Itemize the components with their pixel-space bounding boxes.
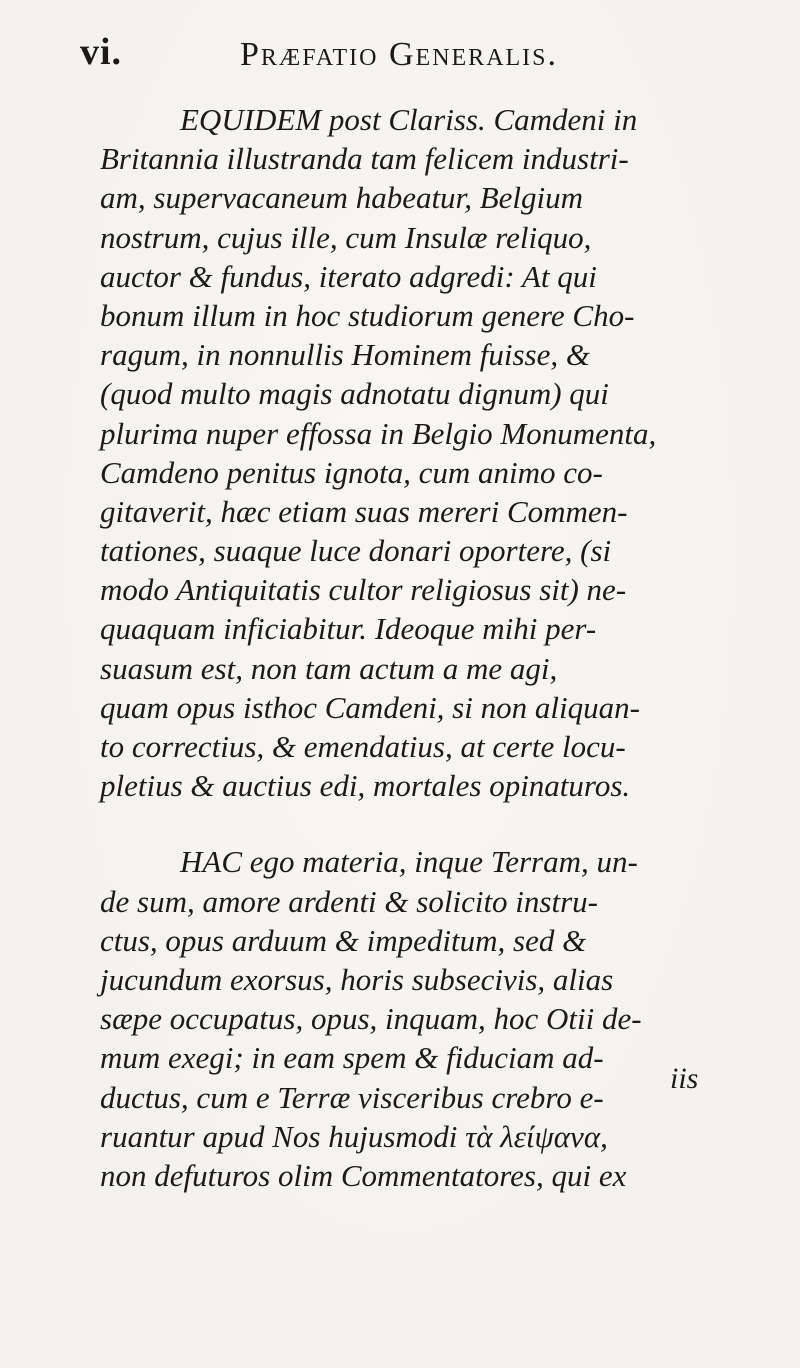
paragraph-1 [100, 100, 720, 805]
text-line: Britannia illustranda tam felicem industri- [100, 141, 629, 177]
text-line: to correctius, & emendatius, at certe locu- [100, 729, 626, 764]
text-line: bonum illum in hoc studiorum genere Cho- [100, 297, 635, 333]
catchword: iis [670, 1062, 699, 1095]
text-line: tationes, suaque luce donari oportere, (si [100, 533, 612, 569]
paragraph-2 [100, 842, 720, 1195]
text-line: non defuturos olim Commentatores, qui ex [100, 1157, 627, 1193]
folio-number: vi. [80, 31, 123, 73]
text-line: auctor & fundus, iterato adgredi: At qui [100, 258, 597, 294]
text-line: jucundum exorsus, horis subsecivis, alias [100, 961, 614, 997]
text-line: sæpe occupatus, opus, inquam, hoc Otii de- [100, 1001, 642, 1037]
text-line: quaquam inficiabitur. Ideoque mihi per- [100, 611, 597, 647]
text-line: (quod multo magis adnotatu dignum) qui [100, 376, 609, 412]
paragraph-gap [100, 805, 720, 842]
text-line: ctus, opus arduum & impeditum, sed & [100, 922, 587, 958]
text-line: de sum, amore ardenti & solicito instru- [100, 883, 598, 919]
text-line: Camdeno penitus ignota, cum animo co- [100, 454, 603, 490]
text-line: plurima nuper effossa in Belgio Monumenta, [100, 415, 657, 451]
text-line: suasum est, non tam actum a me agi, [100, 650, 558, 686]
text-line: ruantur apud Nos hujusmodi τὰ λείψανα, [100, 1118, 608, 1154]
text-line: ductus, cum e Terræ visceribus crebro e- [100, 1079, 604, 1115]
text-line: modo Antiquitatis cultor religiosus sit) ne- [100, 572, 627, 608]
text-line: ragum, in nonnullis Hominem fuisse, & [100, 337, 590, 373]
text-line: EQUIDEM post Clariss. Camdeni in [180, 102, 638, 137]
page-header [0, 28, 800, 88]
text-line: pletius & auctius edi, mortales opinaturos. [100, 768, 631, 804]
text-line: nostrum, cujus ille, cum Insulæ reliquo, [100, 219, 592, 255]
text-line: am, supervacaneum habeatur, Belgium [100, 180, 583, 216]
text-line: mum exegi; in eam spem & fiduciam ad- [100, 1040, 604, 1076]
running-head: Præfatio Generalis. [240, 36, 559, 73]
text-line: HAC ego materia, inque Terram, un- [180, 844, 638, 880]
text-block [100, 100, 720, 1195]
text-line: gitaverit, hæc etiam suas mereri Commen- [100, 493, 628, 529]
text-line: quam opus isthoc Camdeni, si non aliquan- [100, 689, 640, 725]
